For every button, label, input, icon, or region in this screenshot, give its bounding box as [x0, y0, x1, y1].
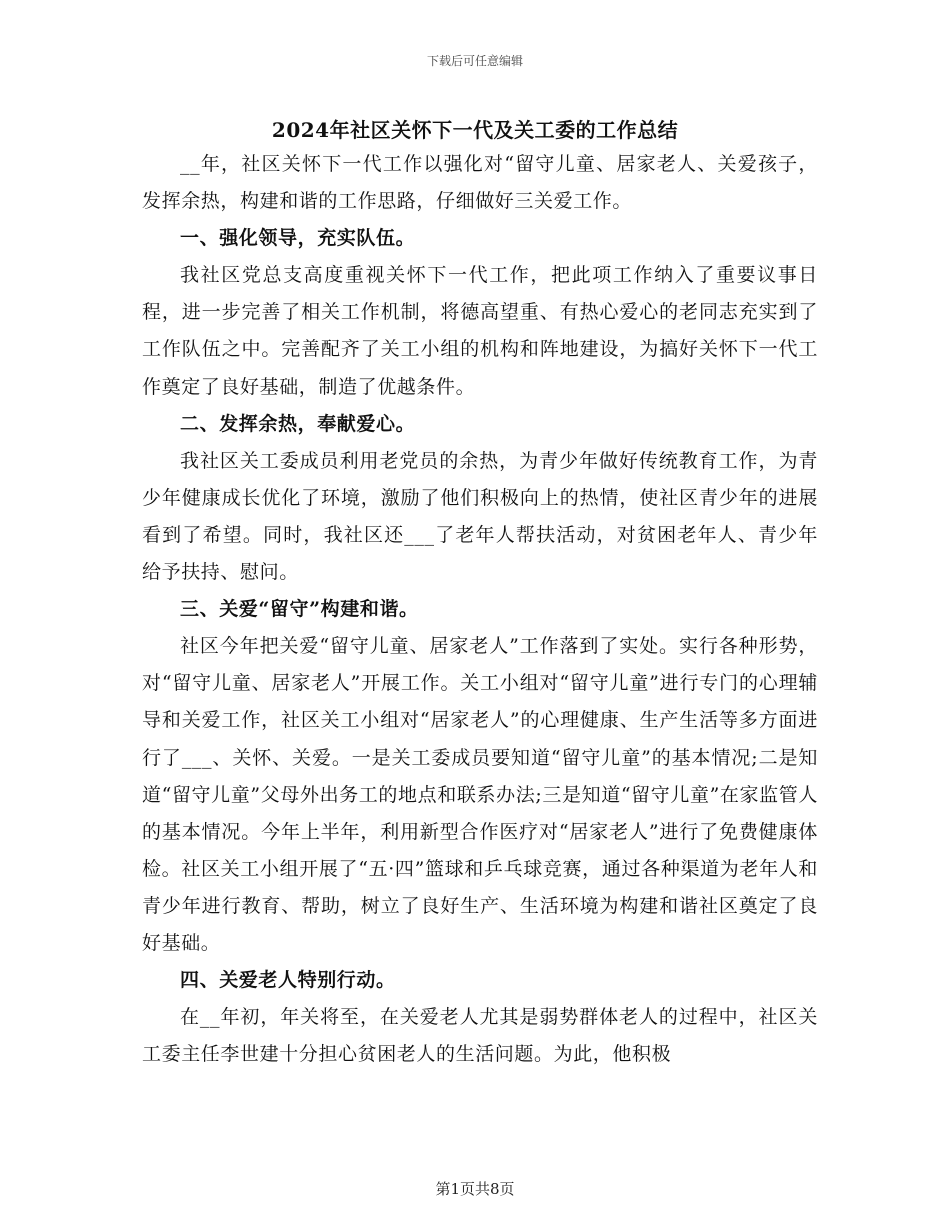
section-heading-2: 二、发挥余热，奉献爱心。	[180, 412, 416, 435]
page-header-note: 下载后可任意编辑	[426, 54, 523, 68]
section-body-3: 社区今年把关爱“留守儿童、居家老人”工作落到了实处。实行各种形势，对“留守儿童、居家老人”开展工作。关工小组对“留守儿童”进行专门的心理辅导和关爱工作，社区关工小组对“居家老人”的心理健康、生产生活等多方面进行了___、关怀、关爱。一是关工委成员要知道“留守儿童”的基本情况;二是知道“留守儿童”父母外出务工的地点和联系办法;三是知道“留守儿童”在家监管人的基本情况。今年上半年，利用新型合作医疗对“居家老人”进行了免费健康体检。社区关工小组开展了“五·四”篮球和乒乓球竞赛，通过各种渠道为老年人和青少年进行教育、帮助，树立了良好生产、生活环境为构建和谐社区奠定了良好基础。	[142, 635, 818, 954]
section-body-4: 在__年初，年关将至，在关爱老人尤其是弱势群体老人的过程中，社区关工委主任李世建十分担心贫困老人的生活问题。为此，他积极	[142, 1006, 818, 1066]
section-body-2: 我社区关工委成员利用老党员的余热，为青少年做好传统教育工作，为青少年健康成长优化了环境，激励了他们积极向上的热情，使社区青少年的进展看到了希望。同时，我社区还___了老年人帮扶活动，对贫困老年人、青少年给予扶持、慰问。	[142, 449, 818, 584]
document-body	[142, 146, 818, 1073]
intro-paragraph: __年，社区关怀下一代工作以强化对“留守儿童、居家老人、关爱孩子，发挥余热，构建和谐的工作思路，仔细做好三关爱工作。	[142, 153, 818, 213]
section-body-1: 我社区党总支高度重视关怀下一代工作，把此项工作纳入了重要议事日程，进一步完善了相关工作机制，将德高望重、有热心爱心的老同志充实到了工作队伍之中。完善配齐了关工小组的机构和阵地建设，为搞好关怀下一代工作奠定了良好基础，制造了优越条件。	[142, 264, 818, 398]
section-heading-4: 四、关爱老人特别行动。	[180, 969, 396, 992]
document-title: 2024年社区关怀下一代及关工委的工作总结	[271, 118, 679, 142]
page-number-footer: 第1页共8页	[435, 1180, 515, 1198]
section-heading-1: 一、强化领导，充实队伍。	[180, 227, 416, 250]
section-heading-3: 三、关爱“留守”构建和谐。	[180, 598, 419, 621]
